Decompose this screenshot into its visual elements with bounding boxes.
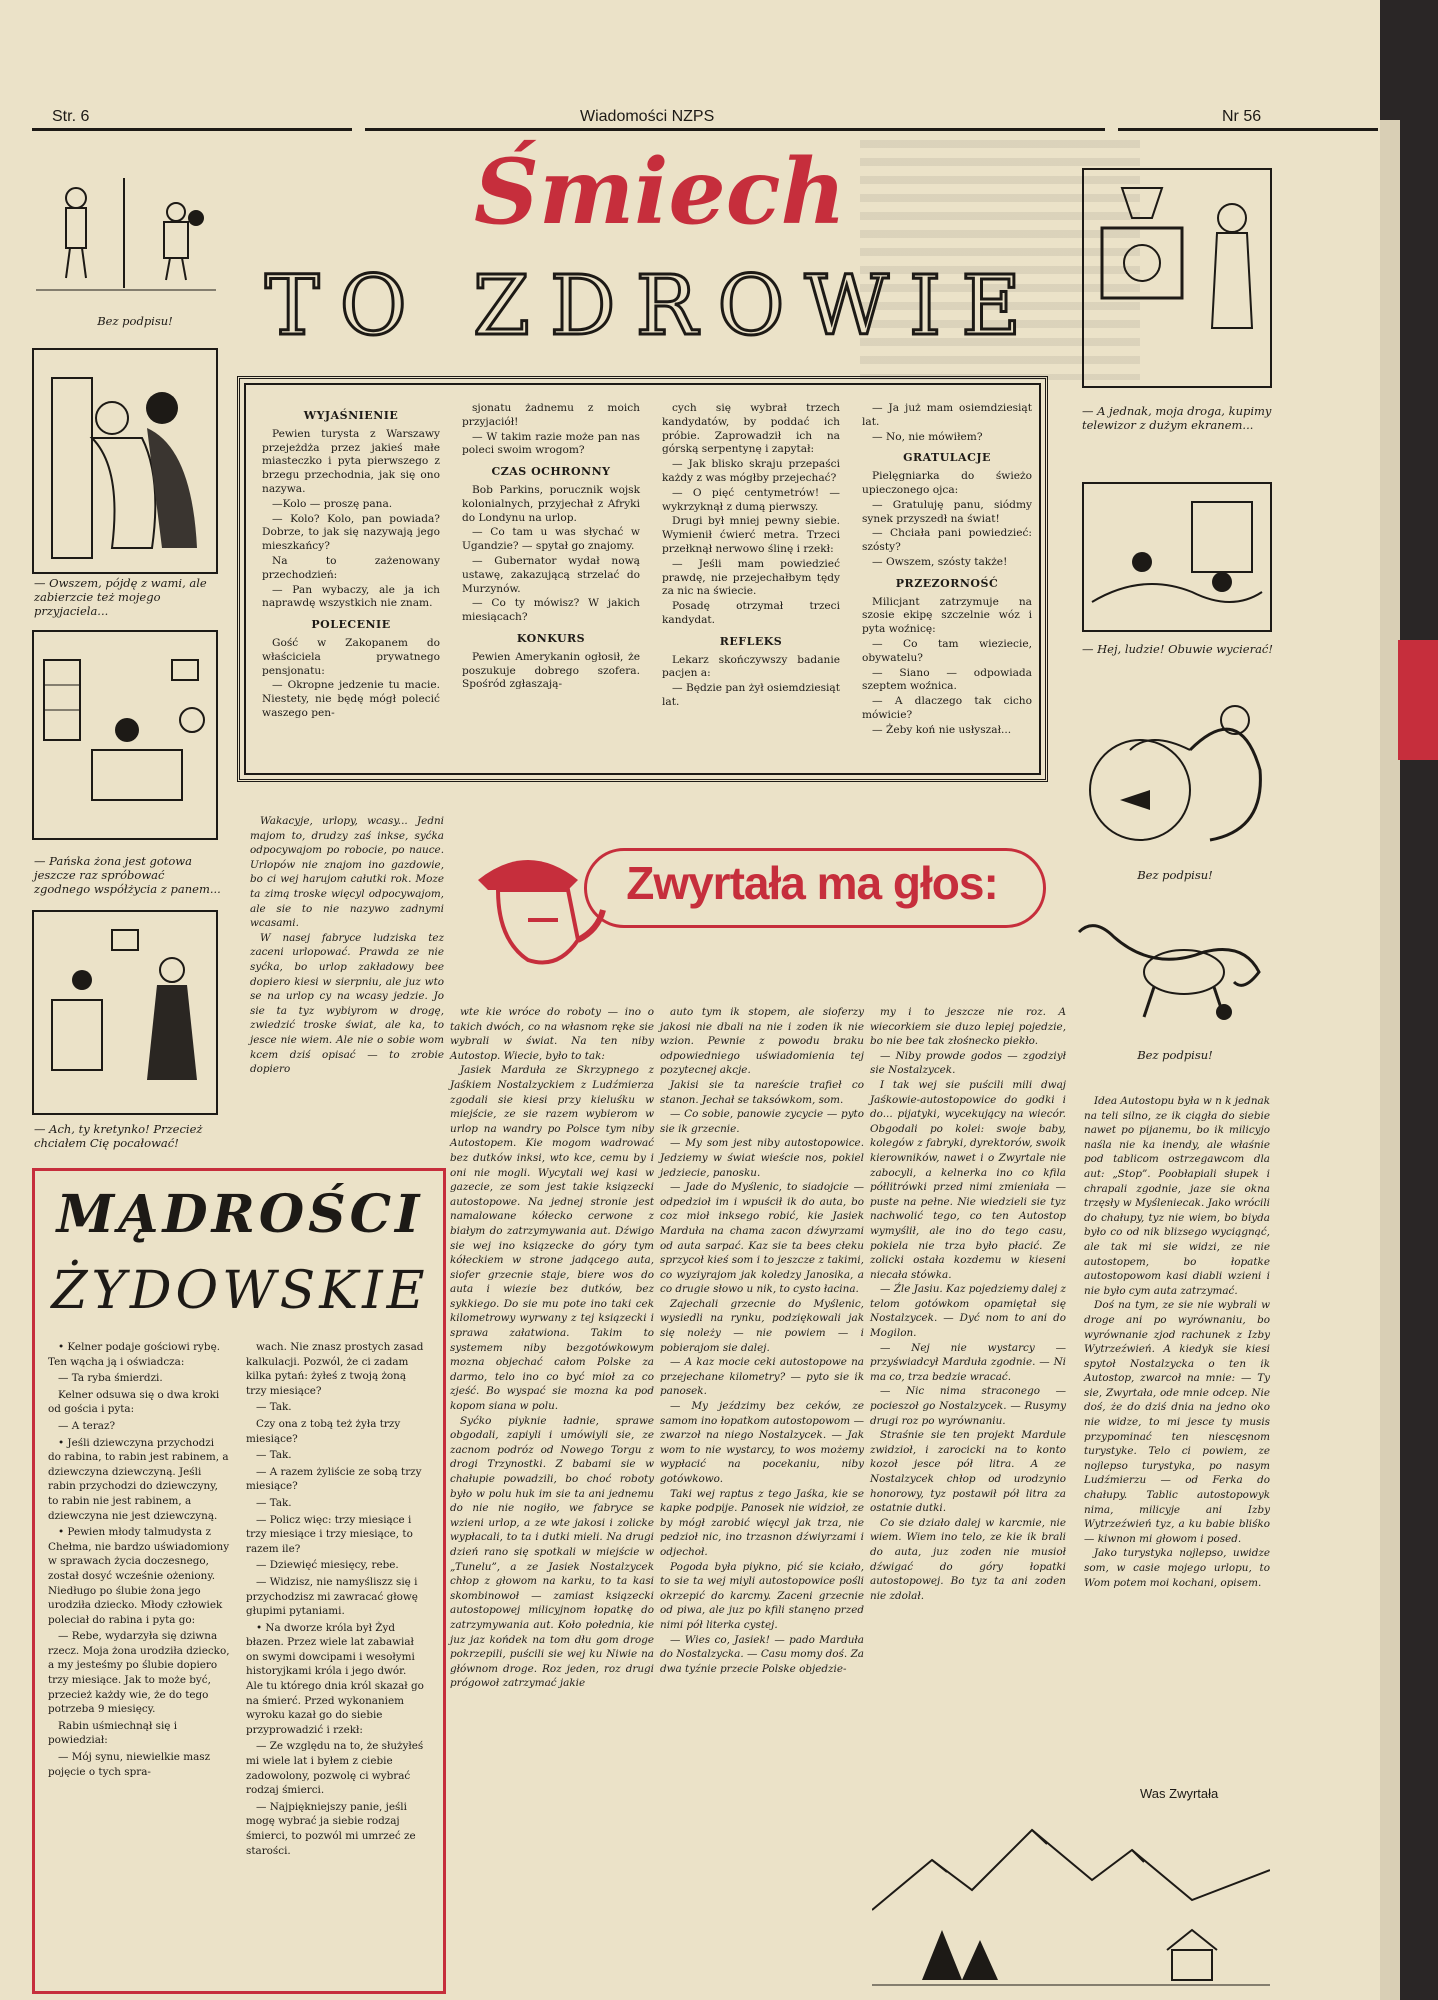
joke-paragraph: Posadę otrzymał trzeci kandydat. (662, 600, 840, 626)
madrosci-paragraph: • Na dworze króla był Żyd błazen. Przez wiele lat zabawiał on swymi dowcipami i wesołymi historyjkami króla i jego dwór. Ale tu którego dnia król skazał go na śmierć. Przed wykonaniem wyroku kazał go do siebie przyprowadzić i rzekł: (246, 1621, 424, 1736)
zwyrtala-paragraph: — My jeździmy bez ceków, ze samom ino łopatkom autostopowom — zwarzoł na niego Nostalzycek. — Jak wom to nie wystarcy, to wos możemy wypłacić na pocekaniu, niby gotówkowo. (660, 1400, 864, 1485)
madrosci-paragraph: — Rebe, wydarzyła się dziwna rzecz. Moja żona urodziła dziecko, a my jesteśmy po ślubie dopiero trzy miesiące. Jak to może być, przecież każdy wie, że do tego potrzeba 9 miesięcy. (48, 1630, 230, 1716)
joke-paragraph: — Co tam u was słychać w Ugandzie? — spytał go znajomy. (462, 526, 640, 553)
jokes-column-3 (662, 402, 840, 711)
cartoon-cat-fishbowl-illustration (1080, 690, 1274, 850)
madrosci-paragraph: • Kelner podaje gościowi rybę. Ten wącha ją i oświadcza: (48, 1341, 221, 1368)
zwyrtala-paragraph: W nasej fabryce ludziska tez zaceni urlopować. Prawda ze nie syćka, bo urlop zakładowy bee dopiero kiesi w sierpniu, ale juz wto se na urlop cy na wcasy jedzie. Jo sie ta tyz wybiyrom w drogę, zwiedzić troske świat, ale ka, to jesce nie wiem. Ale nie o sobie wom kcem dziś opisać — to zrobie dopiero (250, 931, 444, 1076)
caption-cartoon-1: Bez podpisu! (97, 314, 173, 328)
zwyrtala-paragraph: my i to jeszcze nie roz. A wiecorkiem sie duzo lepiej pojedzie, bo nie bee tak złośnecko piekło. (870, 1006, 1066, 1048)
zwyrtala-paragraph: — Źle Jasiu. Kaz pojedziemy dalej z telom gotówkom opamiętał się Nostalzycek. — Dyć nom to ani do Mogilon. (870, 1283, 1066, 1340)
header-rule-mid (365, 128, 1105, 131)
joke-paragraph: — Siano — odpowiada szeptem woźnica. (862, 666, 1032, 693)
joke-heading: POLECENIE (311, 618, 391, 632)
zwyrtala-paragraph: — Nic nima straconego — pocieszoł go Nostalzycek. — Rusymy drugi roz po wyrównaniu. (870, 1385, 1066, 1427)
madrosci-paragraph: — Tak. (256, 1496, 292, 1509)
joke-paragraph: cych się wybrał trzech kandydatów, by poddać ich próbie. Zaprowadził ich na górską serpentynę i zapytał: (662, 402, 840, 456)
zwyrtala-paragraph: — A kaz mocie ceki autostopowe na przejechane kilometry? — pyto sie ik panosek. (660, 1356, 864, 1398)
zwyrtala-column-5 (1084, 1094, 1270, 1590)
madrosci-paragraph: — Ta ryba śmierdzi. (58, 1372, 163, 1385)
joke-heading: GRATULACJE (903, 451, 991, 465)
joke-paragraph: — Gubernator wydał nową ustawę, zakazującą strzelać do Murzynów. (462, 554, 640, 595)
joke-paragraph: Bob Parkins, porucznik wojsk kolonialnych, przyjechał z Afryki do Londynu na urlop. (462, 483, 640, 524)
madrosci-paragraph: wach. Nie znasz prostych zasad kalkulacji. Pozwól, że ci zadam kilka pytań: żyłeś z twoją żoną trzy miesiące? (246, 1341, 424, 1397)
zwyrtala-intro-column (250, 814, 444, 1077)
joke-paragraph: — Co tam wieziecie, obywatelu? (862, 637, 1032, 664)
joke-paragraph: Pewien turysta z Warszawy przejeżdża przez jakieś małe miasteczko i pyta pierwszego z brzegu przechodnia, jak się ono nazywa. (262, 427, 440, 495)
joke-paragraph: Pewien Amerykanin ogłosił, że poszukuje dobrego szofera. Spośród zgłaszają- (462, 650, 640, 691)
joke-paragraph: — O pięć centymetrów! — wykrzyknął z dumą pierwszy. (662, 486, 840, 513)
joke-paragraph: — Okropne jedzenie tu macie. Niestety, nie będę mógł polecić waszego pen- (262, 679, 440, 719)
joke-paragraph: — Ja już mam osiemdziesiąt lat. (862, 402, 1032, 428)
zwyrtala-paragraph: Straśnie sie ten projekt Mardule zwidzioł, i zarocicki na to konto kozoł jesce pół litra. A ze Nostalzycek chłop od urodzynio honorowy, tyz postawił pół litra za ostatnie dutki. (870, 1429, 1066, 1515)
zwyrtala-paragraph: Idea Autostopu była w n k jednak na teli silno, ze ik ciągła do siebie nawet po pijanemu, bo ik milicyjo naśla nie ka inendy, ale właśnie pod tablicom ostrzegawcom dla aut: „Stop”. Poobłapiali słupek i chrapali zgodnie, jaze sie okna trzęsły w Myśleniecak. Jako wrócili do chałupy, tyz nie wiem, bo biyda było co od nik blizsego wyciągnąć, ale tak mi sie widzi, ze nie autostopem, bo łopatke autostopowom kasi diabli wzieni i nie było cym auta zatrzymać. (1084, 1095, 1270, 1297)
madrosci-paragraph: — Policz więc: trzy miesiące i trzy miesiące i trzy miesiące, to razem ile? (246, 1513, 413, 1555)
joke-paragraph: — W takim razie może pan nas poleci swoim wrogom? (462, 430, 640, 457)
page-number: Str. 6 (52, 108, 90, 125)
joke-paragraph: Drugi był mniej pewny siebie. Wymienił ćwierć metra. Trzeci przełknął nerwowo ślinę i rzekł: (662, 515, 840, 555)
madrosci-paragraph: — A teraz? (58, 1419, 116, 1432)
joke-paragraph: — Chciała pani powiedzieć: szósty? (862, 527, 1032, 554)
joke-heading: WYJAŚNIENIE (303, 409, 399, 422)
zwyrtala-paragraph: Pogoda była piykno, pić sie kciało, to sie ta wej miyli autostopowice pośli okrzepić do karcmy. Zaceni grzecnie od piwa, ale juz po kfili stanęno przed nimi pół literka cystej. (660, 1560, 864, 1631)
zwyrtala-title: Zwyrtała ma głos: (626, 857, 998, 909)
joke-paragraph: Pielęgniarka do świeżo upieczonego ojca: (862, 470, 1032, 496)
header-rule-right (1118, 128, 1378, 131)
joke-paragraph: — Jak blisko skraju przepaści każdy z was mógłby przejechać? (662, 458, 840, 484)
joke-paragraph: — Co ty mówisz? W jakich miesiącach? (462, 597, 640, 624)
zwyrtala-paragraph: auto tym ik stopem, ale sioferzy jakosi nie dbali na nie i zoden ik nie wzion. Pewnie z powodu braku odpowiedniego uświadomienia tej pozytecnej akcje. (660, 1006, 864, 1077)
zwyrtala-paragraph: Zajechali grzecnie do Myślenic, wysiedli na rynku, podziękowali jak się noleży — nie powiem — i pobierajom sie dalej. (660, 1297, 864, 1354)
madrosci-column-1 (48, 1340, 230, 1781)
jokes-column-4 (862, 402, 1032, 739)
cartoon-two-figures-illustration (36, 168, 216, 298)
joke-paragraph: — A dlaczego tak cicho mówicie? (862, 695, 1032, 721)
adjacent-red-letter (1398, 640, 1438, 760)
madrosci-paragraph: — Widzisz, nie namyśliszz się i przychodzisz mi zawracać głowę głupimi pytaniami. (246, 1575, 418, 1618)
joke-paragraph: — Owszem, szósty także! (872, 555, 1008, 568)
joke-paragraph: — Gratuluję panu, siódmy synek przyszedł na świat! (862, 498, 1032, 525)
zwyrtala-portrait-illustration (468, 840, 608, 980)
caption-cartoon-4: — Ach, ty kretynko! Przecież chciałem Cię pocałować! (34, 1122, 203, 1150)
page-title: Śmiech (474, 139, 846, 245)
zwyrtala-paragraph: Jasiek Marduła ze Skrzypnego z Jaśkiem Nostalzyckiem z Ludźmierza zgodali sie kiesi przy kieluśku w miejście, ze sie razem wybierom w urlop na wandry po Polsce tym niby Autostopem. Kie mogom wadrować bez dutków inksi, wto kce, cemu by i oni nie mogli. Wycytali wej kasi w gazecie, ze som jest takie ksiązecki autostopowe. Na jednej stronie jest namalowane kółecko cerwone z białym do zatrzymywania aut. Dźwigo sie wej ino ksiązecke do góry tym kółeckiem w strone jadącego auta, siofer grzecnie staje, biere wos do auta i wiezie bez dutków, bez sykkiego. Do sie mu pote ino taki cek kilometrowy wyrwany z tej ksiązecki i sprawa załatwiona. Takim to systemem niby bezgotówkowym mozna objechać całom Polske za darmo, telo ino co być mioł za co zjeść. Bo wyspać sie mozna ka pod kopom siana w polu. (450, 1064, 654, 1413)
zwyrtala-paragraph: Wakacyje, urlopy, wcasy... Jedni majom to, drudzy zaś inkse, syćka odpocywajom po robocie, po nauce. Urlopów nie znajom ino gazdowie, bo ci wej harujom całutki rok. Moze ta zimą troske więcyl odpocywajom, ale sie to nie nazywo zadnymi wcasami. (250, 815, 444, 930)
caption-cartoon-3: — Pańska żona jest gotowa jeszcze raz spróbować zgodnego współżycia z panem... (34, 854, 221, 896)
zwyrtala-paragraph: Syćko piyknie ładnie, sprawe obgodali, zapiyli i umówiyli sie, ze zacnom podróz od Nowego Torgu z drogi Trzynostki. Z babami sie w chałupie powadzili, bo choć roboty było w polu huk im sie ta ani jednemu do nie nie nogiło, we fabryce se wzieni urlop, a ze wte jakosi i zolicke wypłacali, to ta i dutki mieli. Na drugi dzień rano się spotkali w miejście w „Tunelu”, a ze Jasiek Nostalzycek chłop z głowom na karku, to ta kasi skombinowoł — zamiast ksiązecki autostopowej milicyjnom łopatkę do zatrzymywania aut. Koło połednia, kie juz jaz końdek na tom dłu gom droge pokrzepili, puścili sie wej ku Niwie na głównom droge. Roz jeden, roz drugi prógowoł zatrzymać jakie (450, 1414, 654, 1690)
joke-paragraph: Lekarz skończywszy badanie pacjen a: (662, 653, 840, 680)
zwyrtala-paragraph: Taki wej raptus z tego Jaśka, kie se kapke podpije. Panosek nie widzioł, ze by mógł zarobić więcyl jak trza, nie pedzioł nic, ino trzasnon dźwiyrzami i odjechoł. (660, 1487, 864, 1558)
joke-paragraph: Gość w Zakopanem do właściciela prywatnego pensjonatu: (262, 636, 440, 677)
madrosci-paragraph: • Jeśli dziewczyna przychodzi do rabina, to rabin jest rabinem, a dziewczyna dziewczyną. Jeśli rabin przychodzi do dziewczyny, to rabin nie jest rabinem, a dziewczyna nie jest dziewczyną. (48, 1436, 229, 1522)
zwyrtala-paragraph: Doś na tym, ze sie nie wybrali w droge ani po wyrównaniu, bo wyrównanie zjod rachunek z Izby Wytrzeźwień. A kiedyk sie kiesi spytoł Nostalzycka o ten ik Autostop, zwarcoł na mnie: — Ty sie, Zwyrtała, ode mnie odcep. Nie doś, że do dziś dnia na jedno oko nie widze, to mi jesce ty musis przypominać ten niescęsnom turystyke. Telo ci powiem, ze nojlepso turystyka, po nasym Ludźmierzu — od Ferka do chałupy. Tablic autostopowyk nima, milicyje ani Izby Wytrzeźwień tyz, a ku babie bliśko — kiwnon mi głowom i posed. (1084, 1299, 1270, 1545)
cartoon-scared-cat-illustration (1074, 912, 1274, 1032)
zwyrtala-paragraph: — Wies co, Jasiek! — pado Marduła do Nostalzycka. — Casu momy doś. Za dwa tyźnie przecie Polske objedzie- (660, 1633, 864, 1675)
joke-paragraph: — No, nie mówiłem? (872, 430, 983, 443)
caption-right-1: — A jednak, moja droga, kupimy telewizor z dużym ekranem... (1082, 404, 1272, 432)
joke-paragraph: Na to zażenowany przechodzień: (262, 554, 440, 581)
zwyrtala-column-4 (870, 1005, 1066, 1603)
zwyrtala-paragraph: Jakisi sie ta nareście trafieł co stanon. Jechał se taksówkom, som. (660, 1078, 864, 1106)
madrosci-paragraph: — Tak. (256, 1401, 292, 1414)
publication-name: Wiadomości NZPS (580, 108, 715, 125)
zwyrtala-paragraph: I tak wej sie puścili mili dwaj Jaśkowie-autostopowice do godki i do... pijatyki, wycekujący na wiecór. Obgodali po kolei: swoje baby, kolegów z fabryki, dyrektorów, swoik kierowników, nawet i o Zwyrtale nie zabocyli, a kelnerka ino co kfila półlitrówki przed nimi zmieniała — puste na pełne. Nie wiedzieli sie tyz nachwolić tego, co ten Autostop wymyślił, ale ino do tego casu, pokiela nie trza było płacić. Ze zolicki ostała kozdemu w kieseni niecała stówka. (870, 1078, 1066, 1281)
zwyrtala-paragraph: — Co sobie, panowie zycycie — pyto sie ik grzecnie. (660, 1108, 864, 1135)
joke-paragraph: sjonatu żadnemu z moich przyjaciół! (462, 402, 640, 428)
madrosci-paragraph: — Dziewięć miesięcy, rebe. (256, 1559, 399, 1572)
zwyrtala-paragraph: — Niby prowde godos — zgodziył sie Nostalzycek. (870, 1049, 1066, 1077)
caption-right-4: Bez podpisu! (1137, 1048, 1213, 1062)
madrosci-paragraph: Rabin uśmiechnął się i powiedział: (48, 1719, 178, 1747)
madrosci-title-line-2: ŻYDOWSKIE (51, 1261, 429, 1321)
zwyrtala-paragraph: Jako turystyka nojlepso, uwidze som, w casie mojego urlopu, to Wom potem moi kochani, opisem. (1084, 1547, 1270, 1589)
adjacent-page-paper (1380, 120, 1400, 2000)
joke-heading: KONKURS (516, 631, 586, 645)
header-rule-left (32, 128, 352, 131)
caption-cartoon-2: — Owszem, pójdę z wami, ale zabierzcie też mojego przyjaciela... (34, 576, 207, 618)
zwyrtala-paragraph: wte kie wróce do roboty — ino o takich dwóch, co na własnom ręke sie wybrali w świat. Na ten niby Autostop. Wiecie, było to tak: (450, 1006, 654, 1062)
issue-number: Nr 56 (1222, 108, 1262, 125)
zwyrtala-column-2 (450, 1005, 654, 1691)
cartoon-office-scene-illustration (32, 630, 218, 840)
zwyrtala-column-3 (660, 1005, 864, 1676)
jokes-column-1 (262, 402, 440, 722)
cartoon-kiss-scene-illustration (32, 910, 218, 1115)
cartoon-drunk-friend-illustration (32, 348, 218, 574)
zwyrtala-paragraph: — Nej nie wystarcy — przyświadcył Marduła zgodnie. — Ni ma co, trza bedzie wracać. (870, 1341, 1066, 1383)
joke-paragraph: — Jeśli mam powiedzieć prawdę, nie przejechałbym tędy za nic na świecie. (662, 557, 840, 598)
zwyrtala-paragraph: Co sie działo dalej w karcmie, nie wiem. Wiem ino telo, ze kie ik brali do auta, juz zoden nie musioł dźwigać do góry łopatki autostopowej. Bo tyz ta ani zoden nie zdolał. (870, 1516, 1066, 1602)
madrosci-paragraph: — Mój synu, niewielkie masz pojęcie o tych spra- (48, 1751, 211, 1778)
joke-heading: REFLEKS (719, 634, 783, 648)
joke-paragraph: — Kolo? Kolo, pan powiada? Dobrze, to jak się nazywają jego mieszkańcy? (262, 512, 440, 553)
madrosci-paragraph: — Tak. (256, 1449, 292, 1462)
caption-right-2: — Hej, ludzie! Obuwie wycierać! (1082, 642, 1273, 656)
joke-paragraph: —Kolo — proszę pana. (272, 497, 393, 510)
madrosci-title-line-1: MĄDROŚCI (56, 1184, 424, 1245)
joke-paragraph: — Pan wybaczy, ale ja ich naprawdę wszystkich nie znam. (262, 583, 440, 610)
madrosci-paragraph: — Najpiękniejszy panie, jeśli mogę wybrać ja siebie rodzaj śmierci, to pozwól mi umrzeć ze starości. (246, 1800, 416, 1857)
joke-paragraph: — Żeby koń nie usłyszał... (872, 723, 1012, 736)
joke-heading: PRZEZORNOŚĆ (895, 576, 999, 590)
zwyrtala-paragraph: — My som jest niby autostopowice. Jedziemy w świat wieście nos, pokiel jedziecie, panosku. (660, 1137, 864, 1179)
caption-right-3: Bez podpisu! (1137, 868, 1213, 882)
madrosci-column-2 (246, 1340, 426, 1860)
jokes-column-2 (462, 402, 640, 693)
cartoon-television-illustration (1082, 168, 1272, 388)
madrosci-paragraph: — Ze względu na to, że służyłeś mi wiele lat i byłem z ciebie zadowolony, pozwolę ci wybrać rodzaj śmierci. (246, 1740, 424, 1797)
zwyrtala-paragraph: — Jade do Myślenic, to siadojcie — odpedzioł im i wpuścił ik do auta, bo coz mioł inksego robić, kie Jasiek Marduła na chama zacon dźwyrzami od auta sarpać. Kaz sie ta bees cłeku sprzycoł kieś som i to jeszcze z takimi, co wyziyrajom jak koledzy Janosika, a co drugie słowo u nik, to cysto łacina. (660, 1181, 864, 1296)
zwyrtala-signature: Was Zwyrtała (1140, 1786, 1219, 1801)
cartoon-mud-boots-illustration (1082, 482, 1272, 632)
madrosci-paragraph: — A razem żyliście ze sobą trzy miesiące? (246, 1465, 422, 1493)
page-subtitle: TO ZDROWIE (264, 259, 1042, 354)
joke-paragraph: Milicjant zatrzymuje na szosie ekipę szczelnie wóz i pyta woźnicę: (862, 595, 1032, 636)
joke-paragraph: — Będzie pan żył osiemdziesiąt lat. (662, 682, 840, 708)
madrosci-paragraph: Kelner odsuwa się o dwa kroki od gościa i pyta: (48, 1388, 220, 1416)
mountain-landscape-illustration (872, 1810, 1270, 1990)
joke-heading: CZAS OCHRONNY (491, 465, 611, 479)
madrosci-paragraph: Czy ona z tobą też żyła trzy miesiące? (246, 1417, 401, 1445)
madrosci-paragraph: • Pewien młody talmudysta z Chełma, nie bardzo uświadomiony w sprawach życia doczesnego, został dosyć wcześnie ożeniony. Niedługo po ślubie żona jego urodziła dziecko. Młody człowiek poleciał do rabina i pyta go: (48, 1526, 230, 1626)
